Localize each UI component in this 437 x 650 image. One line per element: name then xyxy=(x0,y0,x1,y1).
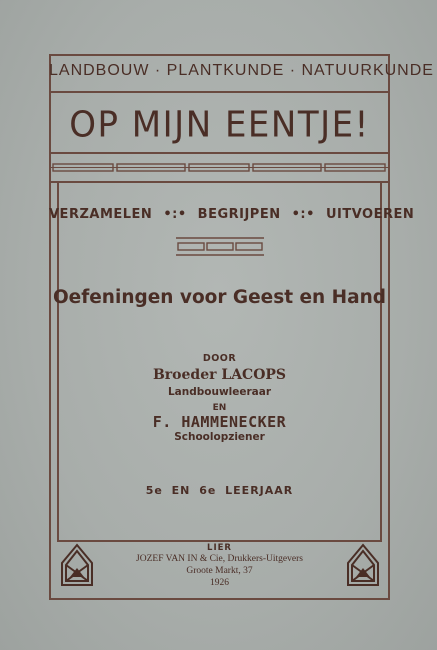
rule-under-subjects xyxy=(49,91,390,93)
author-1-name: Broeder LACOPS xyxy=(152,367,287,383)
publisher-name: JOZEF VAN IN & Cie, Drukkers-Uitgevers xyxy=(136,554,303,564)
subjects-heading: LANDBOUW · PLANTKUNDE · NATUURKUNDE xyxy=(49,62,434,79)
rule-above-ornament xyxy=(49,152,390,154)
motto-line: VERZAMELEN •:• BEGRIJPEN •:• UITVOEREN xyxy=(49,207,415,222)
by-label: DOOR xyxy=(202,353,237,364)
small-ornament xyxy=(176,236,264,258)
book-title: OP MIJN EENTJE! xyxy=(69,104,370,146)
grade-level: 5e EN 6e LEERJAAR xyxy=(145,484,294,497)
publisher-city: LIER xyxy=(207,543,232,553)
horizontal-ornament-band xyxy=(49,161,390,175)
author-2-role: Schoolopziener xyxy=(174,431,265,443)
author-2-name: F. HAMMENECKER xyxy=(152,413,287,431)
publication-year: 1926 xyxy=(210,578,229,588)
author-1-role: Landbouwleeraar xyxy=(167,386,272,398)
rule-above-publisher xyxy=(57,540,382,542)
and-label: EN xyxy=(212,403,227,413)
publisher-address: Groote Markt, 37 xyxy=(186,566,253,576)
subtitle: Oefeningen voor Geest en Hand xyxy=(52,287,387,308)
